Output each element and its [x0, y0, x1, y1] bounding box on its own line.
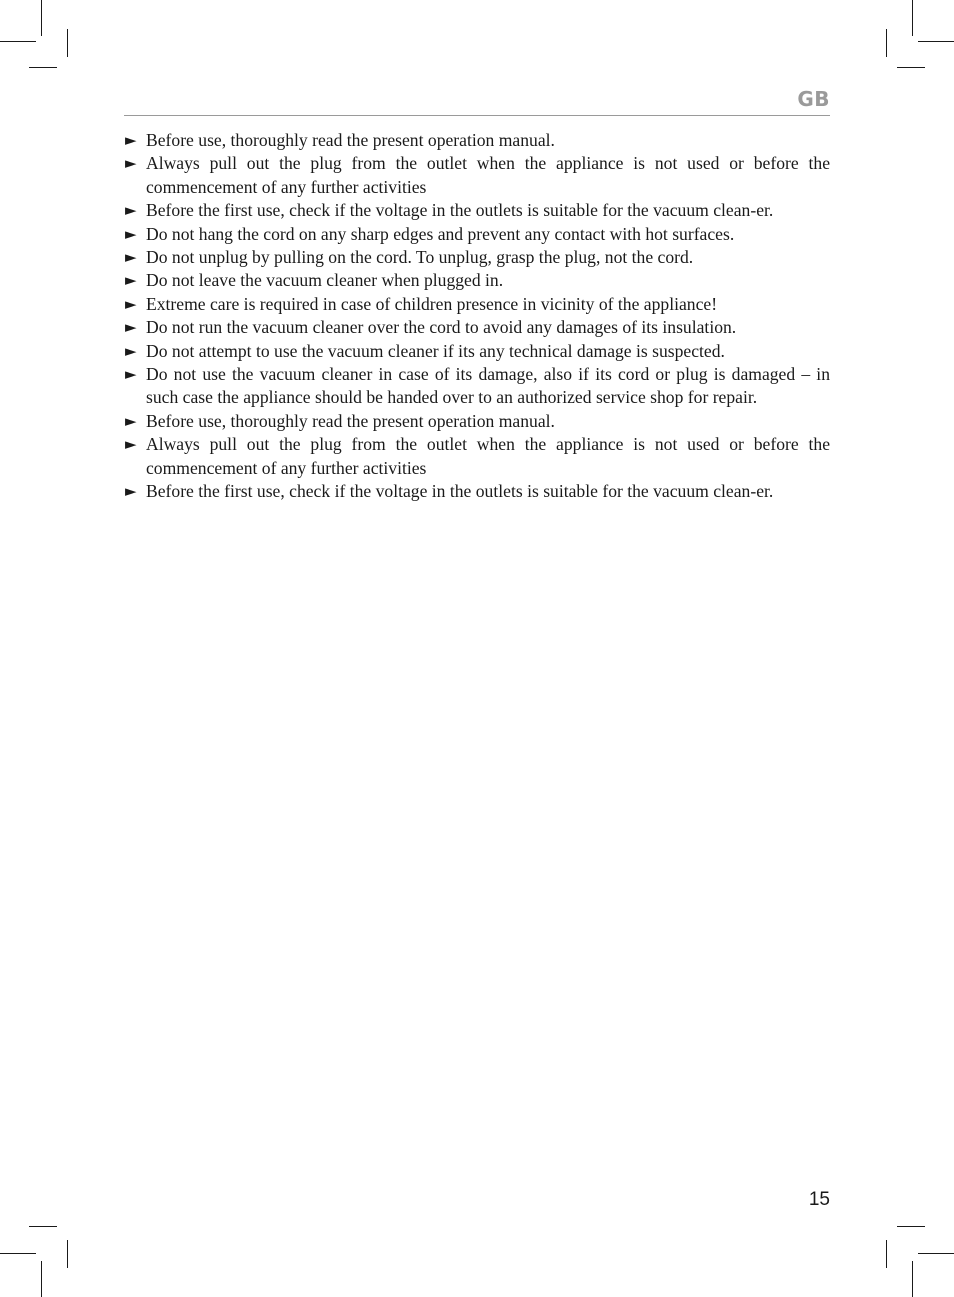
list-item-text: Do not attempt to use the vacuum cleaner if its any technical damage is suspected.: [146, 340, 725, 361]
crop-mark: [886, 29, 887, 57]
triangle-bullet-icon: ►: [125, 318, 137, 337]
crop-mark: [0, 1253, 36, 1254]
list-item: [124, 316, 830, 339]
triangle-bullet-icon: ►: [125, 341, 137, 360]
list-item: [124, 293, 830, 316]
triangle-bullet-icon: ►: [125, 201, 137, 220]
list-item: [124, 433, 830, 480]
triangle-bullet-icon: ►: [125, 154, 137, 173]
list-item: [124, 410, 830, 433]
crop-mark: [886, 1240, 887, 1268]
list-item-text: Always pull out the plug from the outlet when the appliance is not used or before the commencement of any further activities: [146, 153, 830, 197]
crop-mark: [29, 1226, 57, 1227]
crop-mark: [912, 1261, 913, 1297]
header-divider: [124, 115, 830, 116]
crop-mark: [29, 67, 57, 68]
list-item-text: Do not use the vacuum cleaner in case of its damage, also if its cord or plug is damaged – in such case the appliance should be handed over to an authorized service shop for repair.: [146, 364, 830, 408]
crop-mark: [67, 1240, 68, 1268]
crop-mark: [0, 41, 36, 42]
triangle-bullet-icon: ►: [125, 294, 137, 313]
triangle-bullet-icon: ►: [125, 248, 137, 267]
crop-mark: [897, 1226, 925, 1227]
crop-mark: [41, 1261, 42, 1297]
list-item: [124, 223, 830, 246]
list-item: [124, 340, 830, 363]
list-item-text: Do not unplug by pulling on the cord. To unplug, grasp the plug, not the cord.: [146, 247, 694, 268]
list-item: [124, 363, 830, 410]
triangle-bullet-icon: ►: [125, 411, 137, 430]
page-number: 15: [808, 1189, 830, 1210]
crop-mark: [918, 1253, 954, 1254]
triangle-bullet-icon: ►: [125, 482, 137, 501]
crop-mark: [897, 67, 925, 68]
triangle-bullet-icon: ►: [125, 435, 137, 454]
list-item-text: Before use, thoroughly read the present operation manual.: [146, 130, 555, 150]
list-item: [124, 246, 830, 269]
list-item-text: Before the first use, check if the voltage in the outlets is suitable for the vacuum clean-er.: [146, 200, 774, 221]
safety-instructions-list: [124, 129, 830, 504]
list-item: [124, 480, 830, 503]
list-item: [124, 199, 830, 222]
language-label: GB: [797, 87, 830, 111]
list-item: [124, 129, 830, 152]
list-item: [124, 269, 830, 292]
triangle-bullet-icon: ►: [125, 271, 137, 290]
list-item-text: Extreme care is required in case of children presence in vicinity of the appliance!: [146, 293, 718, 314]
triangle-bullet-icon: ►: [125, 131, 137, 149]
triangle-bullet-icon: ►: [125, 224, 137, 243]
crop-mark: [912, 0, 913, 36]
crop-mark: [41, 0, 42, 36]
list-item-text: Always pull out the plug from the outlet when the appliance is not used or before the commencement of any further activities: [146, 434, 830, 478]
triangle-bullet-icon: ►: [125, 365, 137, 384]
list-item: [124, 152, 830, 199]
list-item-text: Do not hang the cord on any sharp edges and prevent any contact with hot surfaces.: [146, 223, 735, 244]
list-item-text: Before use, thoroughly read the present operation manual.: [146, 410, 555, 431]
crop-mark: [918, 41, 954, 42]
list-item-text: Do not leave the vacuum cleaner when plugged in.: [146, 270, 504, 291]
list-item-text: Before the first use, check if the voltage in the outlets is suitable for the vacuum clean-er.: [146, 481, 774, 502]
crop-mark: [67, 29, 68, 57]
list-item-text: Do not run the vacuum cleaner over the cord to avoid any damages of its insulation.: [146, 317, 737, 338]
